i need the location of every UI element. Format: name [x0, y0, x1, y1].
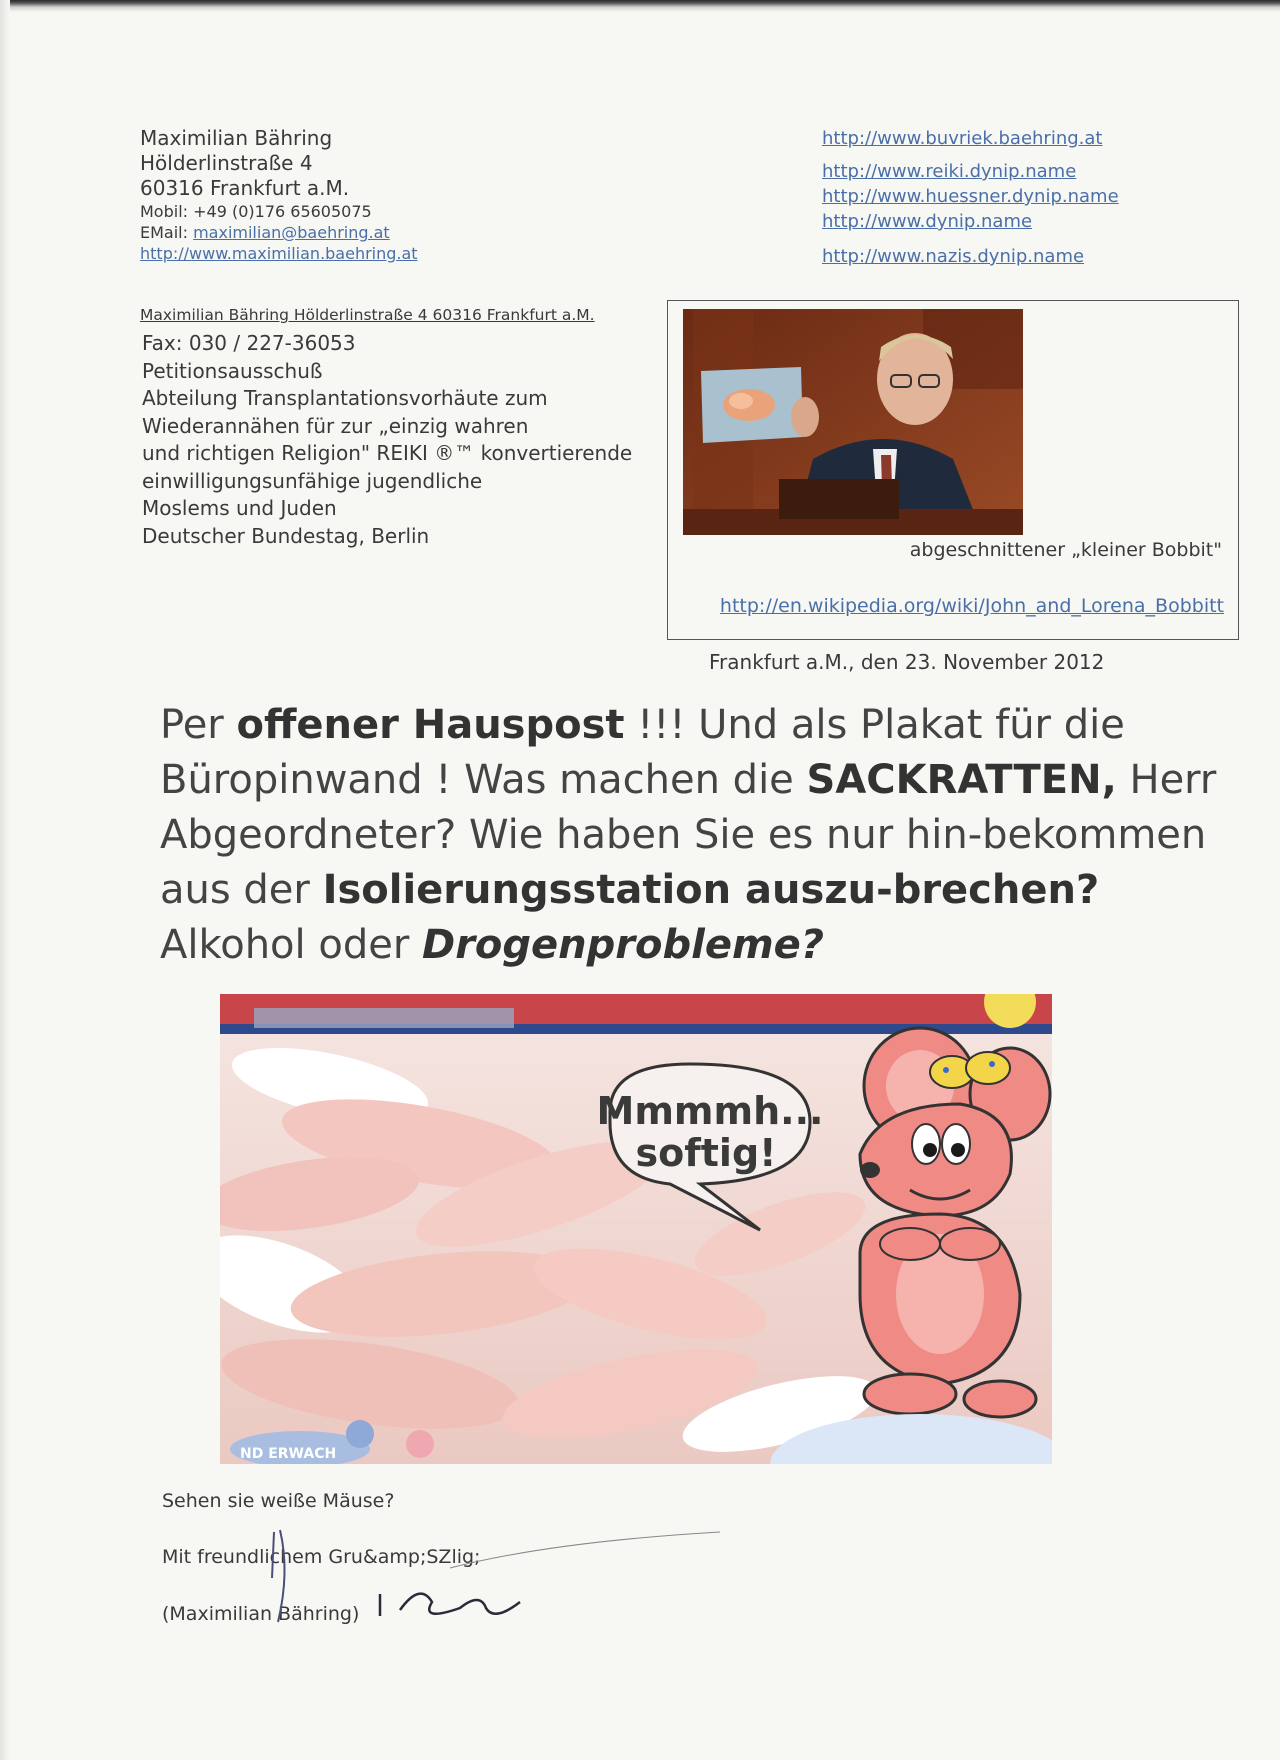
headline-text: Herr Abgeordneter? Wie haben Sie es nur hin-bekommen aus der: [160, 757, 1217, 913]
sender-name: Maximilian Bähring: [140, 126, 333, 150]
wikipedia-link[interactable]: http://en.wikipedia.org/wiki/John_and_Lorena_Bobbitt: [719, 595, 1224, 617]
link-buvriek[interactable]: http://www.buvriek.baehring.at: [822, 128, 1103, 149]
headline: [160, 698, 1240, 973]
package-bottom-text: ND ERWACH: [240, 1446, 337, 1462]
recipient-block: [142, 330, 632, 550]
headline-text: Alkohol oder: [160, 922, 422, 968]
sender-email-link[interactable]: maximilian@baehring.at: [193, 223, 390, 242]
recipient-line: Abteilung Transplantationsvorhäute zum: [142, 386, 548, 410]
photo-box: [667, 300, 1239, 640]
sender-street: Hölderlinstraße 4: [140, 151, 313, 175]
link-nazis[interactable]: http://www.nazis.dynip.name: [822, 246, 1085, 267]
sender-website-link[interactable]: http://www.maximilian.baehring.at: [140, 244, 418, 263]
recipient-fax: Fax: 030 / 227-36053: [142, 331, 356, 355]
recipient-line: einwilligungsunfähige jugendliche: [142, 468, 483, 493]
photo-caption: abgeschnittener „kleiner Bobbit": [909, 539, 1222, 561]
headline-text: Per: [160, 702, 237, 748]
link-huessner[interactable]: http://www.huessner.dynip.name: [822, 186, 1119, 207]
sender-mobile: Mobil: +49 (0)176 65605075: [140, 202, 372, 221]
recipient-line: Wiederannähen für zur „einzig wahren: [142, 413, 529, 438]
recipient-line: Petitionsausschuß: [142, 358, 323, 383]
link-dynip[interactable]: http://www.dynip.name: [822, 211, 1033, 232]
headline-text: !!! Und als Plakat für die Büropinwand ! Was machen die: [160, 702, 1125, 803]
headline-bold: offener Hauspost: [236, 702, 625, 748]
closing-question: Sehen sie weiße Mäuse?: [162, 1490, 395, 1512]
headline-bold: SACKRATTEN,: [806, 757, 1117, 803]
letter-date: Frankfurt a.M., den 23. November 2012: [709, 650, 1105, 674]
recipient-line: Moslems und Juden: [142, 496, 337, 520]
sender-block: [140, 126, 418, 264]
sender-email-label: EMail:: [140, 223, 194, 242]
closing-name: (Maximilian Bähring): [162, 1603, 360, 1625]
recipient-line: Deutscher Bundestag, Berlin: [142, 523, 430, 548]
scan-top-edge: [0, 0, 1280, 12]
sender-city: 60316 Frankfurt a.M.: [140, 176, 350, 200]
link-reiki[interactable]: http://www.reiki.dynip.name: [822, 161, 1077, 182]
headline-bold: Isolierungsstation auszu-brechen?: [322, 867, 1100, 913]
sender-email-row: [140, 222, 418, 243]
bubble-text-line2: softig!: [635, 1131, 777, 1175]
handwritten-signature: [250, 1512, 730, 1632]
courtroom-photo: [683, 309, 1023, 535]
return-address-line: Maximilian Bähring Hölderlinstraße 4 60316 Frankfurt a.M.: [140, 306, 595, 324]
recipient-line: und richtigen Religion" REIKI ®™ konvertierende: [142, 441, 633, 465]
headline-bold-italic: Drogenprobleme?: [421, 922, 824, 968]
candy-mice-image: [220, 994, 1052, 1464]
scan-left-edge: [0, 0, 10, 1760]
bubble-text-line1: Mmmmh...: [596, 1089, 824, 1133]
closing-greeting: Mit freundlichem Gru&amp;SZlig;: [162, 1546, 481, 1568]
